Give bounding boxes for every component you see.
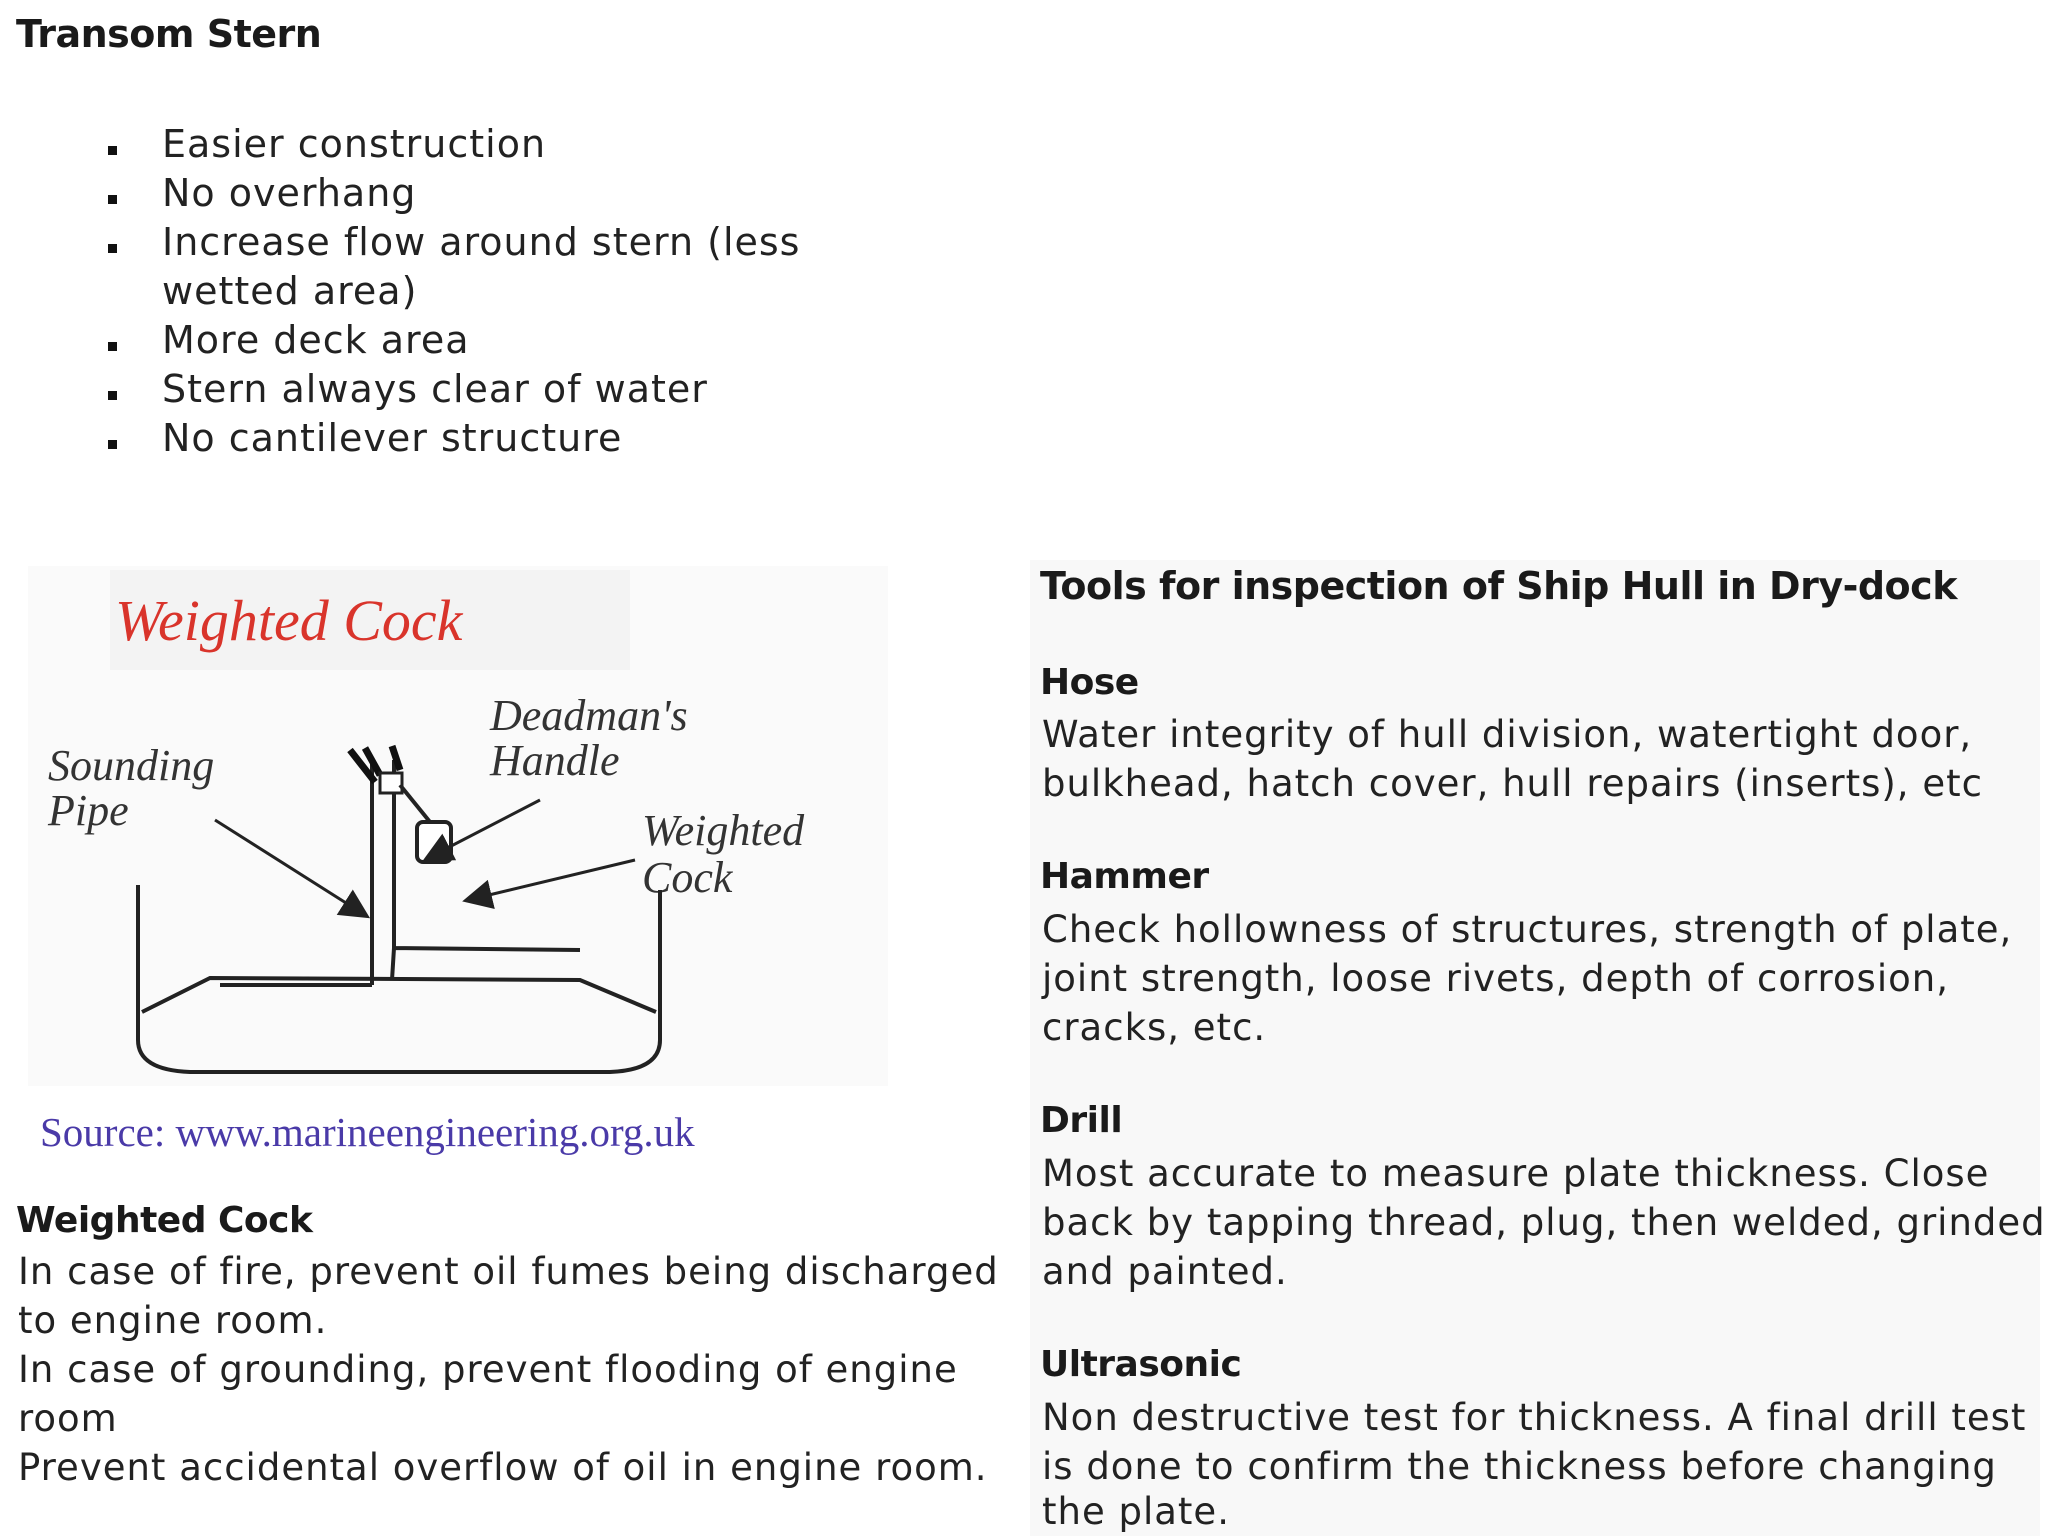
list-item bbox=[104, 414, 964, 463]
weighted-cock-line: to engine room. bbox=[18, 1299, 328, 1342]
tool-hammer-heading: Hammer bbox=[1040, 856, 1209, 897]
transom-stern-heading: Transom Stern bbox=[16, 12, 322, 56]
list-item-text: Increase flow around stern (less wetted area) bbox=[162, 220, 801, 313]
bullet-icon bbox=[108, 342, 117, 351]
list-item bbox=[104, 218, 922, 316]
handle-lever bbox=[400, 785, 430, 822]
tool-ultrasonic-line: Non destructive test for thickness. A final drill test bbox=[1042, 1396, 2027, 1439]
list-item-text: No overhang bbox=[162, 171, 417, 215]
list-item bbox=[104, 316, 964, 365]
tool-hose-line: Water integrity of hull division, watertight door, bbox=[1042, 713, 1973, 756]
list-item bbox=[104, 120, 964, 169]
weighted-cock-heading: Weighted Cock bbox=[16, 1200, 313, 1241]
weighted-cock-line: In case of grounding, prevent flooding of engine bbox=[18, 1348, 958, 1391]
weighted-cock-line: Prevent accidental overflow of oil in engine room. bbox=[18, 1446, 988, 1489]
list-item-text: No cantilever structure bbox=[162, 416, 623, 460]
tool-hose-heading: Hose bbox=[1040, 662, 1139, 703]
label-weighted: Weighted bbox=[642, 806, 805, 855]
tool-ultrasonic-line: is done to confirm the thickness before changing bbox=[1042, 1445, 1997, 1488]
list-item bbox=[104, 169, 964, 218]
bullet-icon bbox=[108, 146, 117, 155]
transom-stern-list bbox=[104, 120, 964, 463]
tool-drill-line: back by tapping thread, plug, then welded, grinded bbox=[1042, 1201, 2046, 1244]
label-sounding: Sounding bbox=[48, 741, 215, 790]
arrow-weighted bbox=[468, 860, 635, 900]
bullet-icon bbox=[108, 391, 117, 400]
list-item-text: Stern always clear of water bbox=[162, 367, 708, 411]
deadman-handle bbox=[380, 773, 402, 793]
list-item bbox=[104, 365, 964, 414]
tools-heading: Tools for inspection of Ship Hull in Dry-dock bbox=[1040, 564, 1957, 608]
bullet-icon bbox=[108, 244, 117, 253]
arrow-sounding bbox=[215, 820, 365, 915]
tool-hose-line: bulkhead, hatch cover, hull repairs (inserts), etc bbox=[1042, 762, 1983, 805]
tool-ultrasonic-heading: Ultrasonic bbox=[1040, 1344, 1242, 1385]
tool-drill-line: and painted. bbox=[1042, 1250, 1288, 1293]
list-item-text: Easier construction bbox=[162, 122, 547, 166]
label-cock: Cock bbox=[642, 853, 733, 902]
tool-drill-heading: Drill bbox=[1040, 1100, 1123, 1141]
tank-bottom-line bbox=[142, 978, 656, 1012]
diagram-title: Weighted Cock bbox=[115, 588, 463, 653]
weighted-cock-line: In case of fire, prevent oil fumes being discharged bbox=[18, 1250, 999, 1293]
weighted-cock-diagram bbox=[20, 560, 920, 1100]
label-deadman: Deadman's bbox=[490, 691, 688, 740]
tool-hammer-line: Check hollowness of structures, strength of plate, bbox=[1042, 908, 2013, 951]
label-pipe: Pipe bbox=[48, 786, 129, 835]
tool-ultrasonic-line: the plate. bbox=[1042, 1490, 1230, 1533]
list-item-text: More deck area bbox=[162, 318, 470, 362]
tool-drill-line: Most accurate to measure plate thickness. Close bbox=[1042, 1152, 1990, 1195]
tool-hammer-line: joint strength, loose rivets, depth of corrosion, bbox=[1042, 957, 1949, 1000]
weighted-cock-line: room bbox=[18, 1397, 118, 1440]
bullet-icon bbox=[108, 195, 117, 204]
bullet-icon bbox=[108, 440, 117, 449]
tool-hammer-line: cracks, etc. bbox=[1042, 1006, 1267, 1049]
source-credit: Source: www.marineengineering.org.uk bbox=[40, 1109, 695, 1155]
label-handle: Handle bbox=[490, 736, 620, 785]
